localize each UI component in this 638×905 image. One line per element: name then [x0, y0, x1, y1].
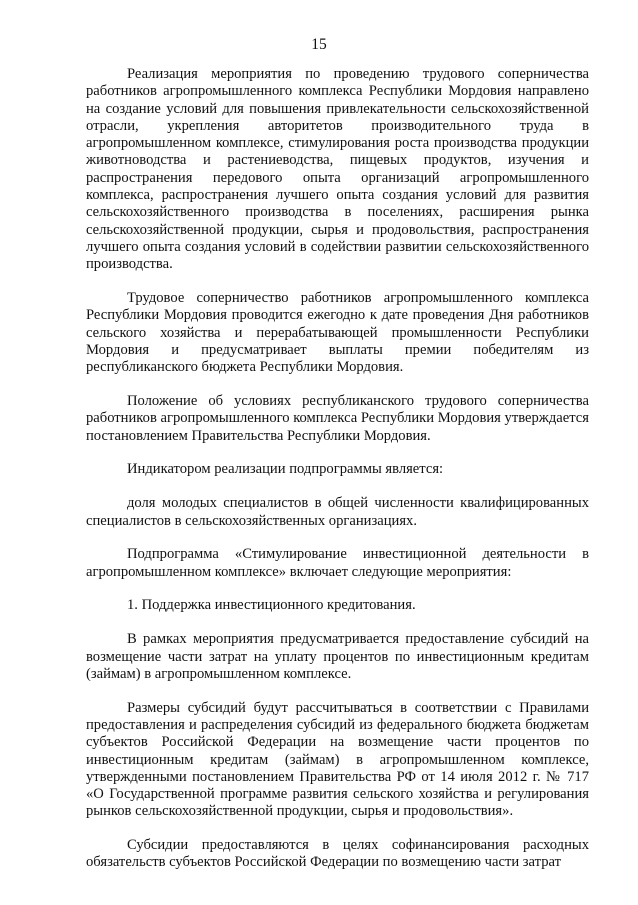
paragraph-subsidy-purpose: Субсидии предоставляются в целях софинансирования расходных обязательств субъектов Российской Федерации по возмещению части затрат	[86, 837, 589, 871]
paragraph-competition-regulation: Положение об условиях республиканского трудового соперничества работников агропромышленного комплекса Республики Мордовия утверждается постановлением Правительства Республики Мордовия.	[86, 393, 589, 444]
paragraph-indicator-intro: Индикатором реализации подпрограммы является:	[127, 461, 444, 478]
paragraph-labor-competition-schedule: Трудовое соперничество работников агропромышленного комплекса Республики Мордовия проводится ежегодно к дате проведения Дня работников сельского хозяйства и перерабатывающей промышленности Республики Мордовия и предусматривает выплаты премии победителям из республиканского бюджета Республики Мордовия.	[86, 290, 589, 376]
paragraph-measure-investment-credit: 1. Поддержка инвестиционного кредитования.	[127, 597, 416, 614]
document-body	[86, 66, 589, 888]
paragraph-labor-competition-goals: Реализация мероприятия по проведению трудового соперничества работников агропромышленного комплекса Республики Мордовия направлено на создание условий для повышения привлекательности сельскохозяйственной отрасли, укрепления авторитетов производительного труда в агропромышленном комплексе, стимулирования роста производства продукции животноводства и растениеводства, пищевых продуктов, изучения и распространения передового опыта организаций агропромышленного комплекса, распространения лучшего опыта создания условий для развития сельскохозяйственного производства в поселениях, расширения рынка сельскохозяйственной продукции, сырья и продовольствия, распространения лучшего опыта создания условий в содействии развитии сельскохозяйственного производства.	[86, 66, 589, 273]
paragraph-indicator-young-specialists: доля молодых специалистов в общей численности квалифицированных специалистов в сельскохозяйственных организациях.	[86, 495, 589, 529]
page-number: 15	[311, 36, 327, 53]
paragraph-subsidy-provision: В рамках мероприятия предусматривается предоставление субсидий на возмещение части затрат на уплату процентов по инвестиционным кредитам (займам) в агропромышленном комплексе.	[86, 631, 589, 682]
paragraph-subsidy-amounts: Размеры субсидий будут рассчитываться в соответствии с Правилами предоставления и распределения субсидий из федерального бюджета бюджетам субъектов Российской Федерации на возмещение части процентов по инвестиционным кредитам (займам) в агропромышленном комплексе, утвержденными постановлением Правительства РФ от 14 июля 2012 г. № 717 «О Государственной программе развития сельского хозяйства и регулирования рынков сельскохозяйственной продукции, сырья и продовольствия».	[86, 699, 589, 820]
paragraph-investment-subprogram: Подпрограмма «Стимулирование инвестиционной деятельности в агропромышленном комплексе» включает следующие мероприятия:	[86, 546, 589, 580]
